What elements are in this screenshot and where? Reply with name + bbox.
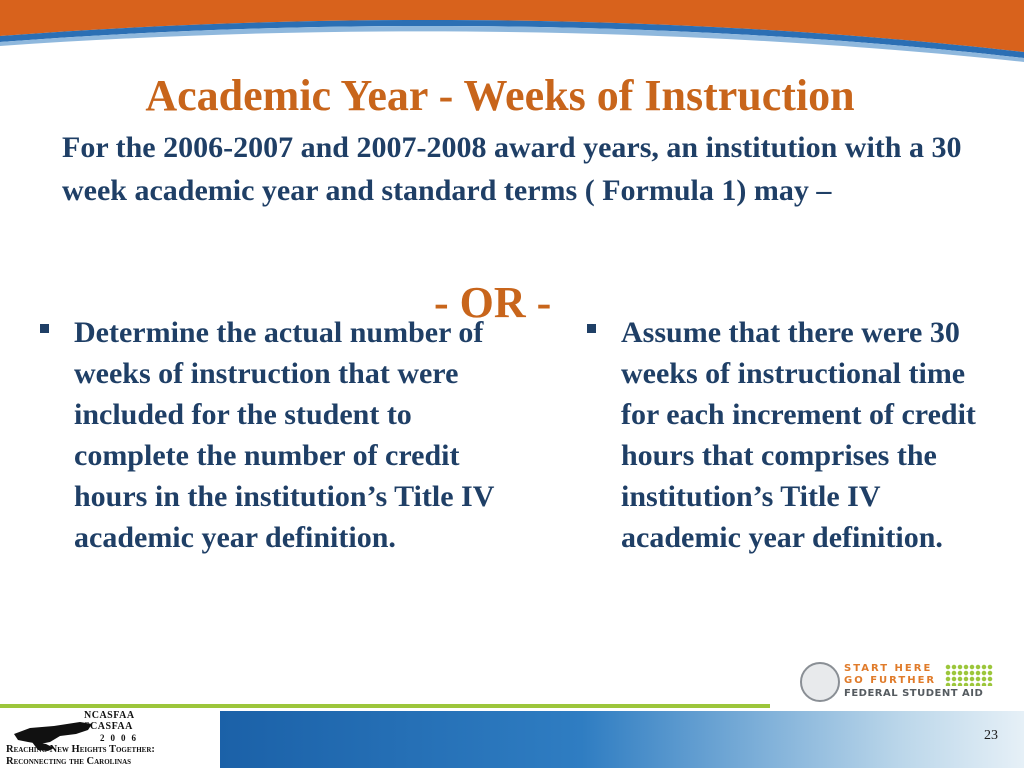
intro-text: For the 2006-2007 and 2007-2008 award years, an institution with a 30 week academic year and standard terms ( Formula 1) may – bbox=[62, 131, 962, 207]
bullet-text: Determine the actual number of weeks of instruction that were included for the student to complete the number of credit hours in the institution’s Title IV academic year definition. bbox=[74, 316, 494, 554]
logo-org-2: SCASFAA bbox=[84, 721, 133, 732]
logo-org-1: NCASFAA bbox=[84, 710, 135, 721]
square-bullet-icon bbox=[587, 324, 596, 333]
department-of-education-seal-icon bbox=[800, 662, 840, 702]
slide-title: Academic Year - Weeks of Instruction bbox=[145, 71, 855, 120]
fsa-tagline-2: GO FURTHER bbox=[844, 675, 937, 686]
fsa-tagline-1: START HERE bbox=[844, 663, 933, 674]
footer-divider bbox=[0, 704, 770, 708]
bullet-text: Assume that there were 30 weeks of instructional time for each increment of credit hours that comprises the institution’s Title IV academic year definition. bbox=[621, 316, 976, 554]
page-number: 23 bbox=[984, 728, 998, 743]
bullet-item-right bbox=[587, 312, 987, 558]
square-bullet-icon bbox=[40, 324, 49, 333]
footer-bar bbox=[220, 711, 1024, 768]
federal-student-aid-logo bbox=[800, 660, 1000, 708]
bullet-item-left bbox=[40, 312, 520, 558]
or-separator: - OR - bbox=[434, 278, 552, 327]
conference-logo bbox=[0, 709, 215, 768]
logo-tagline-2: Reconnecting the Carolinas bbox=[6, 756, 132, 767]
logo-year: 2006 bbox=[100, 733, 142, 743]
top-banner bbox=[0, 0, 1024, 70]
dot-grid-icon bbox=[945, 664, 993, 686]
logo-tagline-1: Reaching New Heights Together: bbox=[6, 744, 155, 755]
fsa-name: FEDERAL STUDENT AID bbox=[844, 688, 984, 699]
